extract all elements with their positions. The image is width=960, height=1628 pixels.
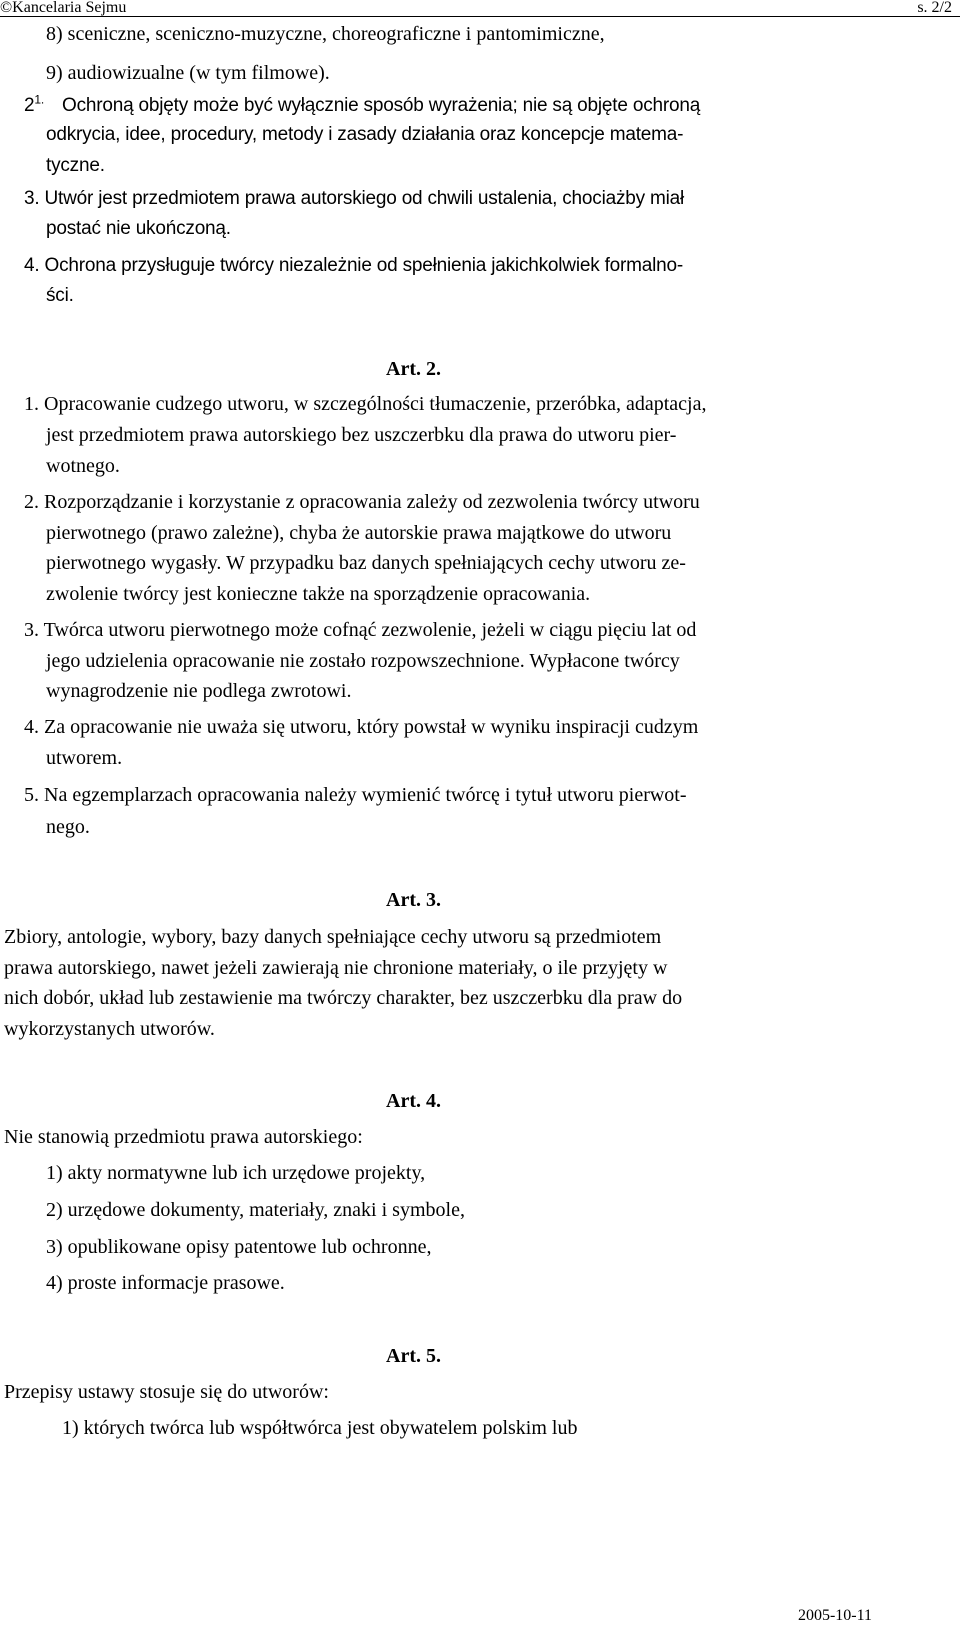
- art4-heading: Art. 4.: [386, 1090, 441, 1112]
- art5-intro: Przepisy ustawy stosuje się do utworów:: [4, 1381, 329, 1403]
- art1-p2-line: Ochroną objęty może być wyłącznie sposób wyrażenia; nie są objęte ochroną: [62, 95, 701, 116]
- art4-item: 2) urzędowe dokumenty, materiały, znaki i symbole,: [46, 1199, 465, 1221]
- art2-p1-line: 1. Opracowanie cudzego utworu, w szczególności tłumaczenie, przeróbka, adaptacja,: [24, 393, 707, 415]
- art1-item-8: 8) sceniczne, sceniczno-muzyczne, choreograficzne i pantomimiczne,: [46, 23, 605, 45]
- header-page-number: s. 2/2: [917, 0, 952, 16]
- art2-p4-line: utworem.: [46, 747, 123, 769]
- art1-p2-line: odkrycia, idee, procedury, metody i zasady działania oraz koncepcje matema-: [46, 124, 684, 145]
- art1-p4-line: 4. Ochrona przysługuje twórcy niezależnie od spełnienia jakichkolwiek formalno-: [24, 255, 684, 276]
- art2-p1-line: wotnego.: [46, 455, 120, 477]
- art2-p5-line: nego.: [46, 816, 90, 838]
- art2-p2-line: pierwotnego wygasły. W przypadku baz danych spełniających cechy utworu ze-: [46, 552, 686, 574]
- art2-p3-line: jego udzielenia opracowanie nie zostało rozpowszechnione. Wypłacone twórcy: [46, 650, 680, 672]
- header-divider: [0, 16, 960, 17]
- art2-p2-line: 2. Rozporządzanie i korzystanie z opracowania zależy od zezwolenia twórcy utworu: [24, 491, 700, 513]
- art2-p3-line: wynagrodzenie nie podlega zwrotowi.: [46, 680, 352, 702]
- art1-p2-line: tyczne.: [46, 155, 105, 176]
- art4-item: 1) akty normatywne lub ich urzędowe projekty,: [46, 1162, 426, 1184]
- art5-item: 1) których twórca lub współtwórca jest obywatelem polskim lub: [62, 1417, 578, 1439]
- art2-p1-line: jest przedmiotem prawa autorskiego bez uszczerbku dla prawa do utworu pier-: [46, 424, 677, 446]
- art1-p3-line: postać nie ukończoną.: [46, 218, 231, 239]
- art2-p3-line: 3. Twórca utworu pierwotnego może cofnąć zezwolenie, jeżeli w ciągu pięciu lat od: [24, 619, 697, 641]
- art2-p5-line: 5. Na egzemplarzach opracowania należy wymienić twórcę i tytuł utworu pierwot-: [24, 784, 687, 806]
- art4-item: 4) proste informacje prasowe.: [46, 1272, 285, 1294]
- art2-p4-line: 4. Za opracowanie nie uważa się utworu, który powstał w wyniku inspiracji cudzym: [24, 716, 699, 738]
- art3-line: prawa autorskiego, nawet jeżeli zawierają nie chronione materiały, o ile przyjęty w: [4, 957, 668, 979]
- header-source: ©Kancelaria Sejmu: [0, 0, 127, 16]
- art2-p2-line: pierwotnego (prawo zależne), chyba że autorskie prawa majątkowe do utworu: [46, 522, 672, 544]
- art2-p2-line: zwolenie twórcy jest konieczne także na sporządzenie opracowania.: [46, 583, 591, 605]
- art2-heading: Art. 2.: [386, 358, 441, 380]
- art1-item-9: 9) audiowizualne (w tym filmowe).: [46, 62, 330, 84]
- art3-line: nich dobór, układ lub zestawienie ma twórczy charakter, bez uszczerbku dla praw do: [4, 987, 683, 1009]
- art4-item: 3) opublikowane opisy patentowe lub ochronne,: [46, 1236, 432, 1258]
- art3-line: wykorzystanych utworów.: [4, 1018, 215, 1040]
- art4-intro: Nie stanowią przedmiotu prawa autorskiego:: [4, 1126, 363, 1148]
- footer-date: 2005-10-11: [797, 1607, 872, 1624]
- art1-p3-line: 3. Utwór jest przedmiotem prawa autorskiego od chwili ustalenia, chociażby miał: [24, 188, 685, 209]
- art1-p4-line: ści.: [46, 285, 74, 306]
- art1-p2-number: $2^{1.}$: [24, 92, 44, 116]
- art5-heading: Art. 5.: [386, 1345, 441, 1367]
- art3-heading: Art. 3.: [386, 889, 441, 911]
- art3-line: Zbiory, antologie, wybory, bazy danych spełniające cechy utworu są przedmiotem: [4, 926, 662, 948]
